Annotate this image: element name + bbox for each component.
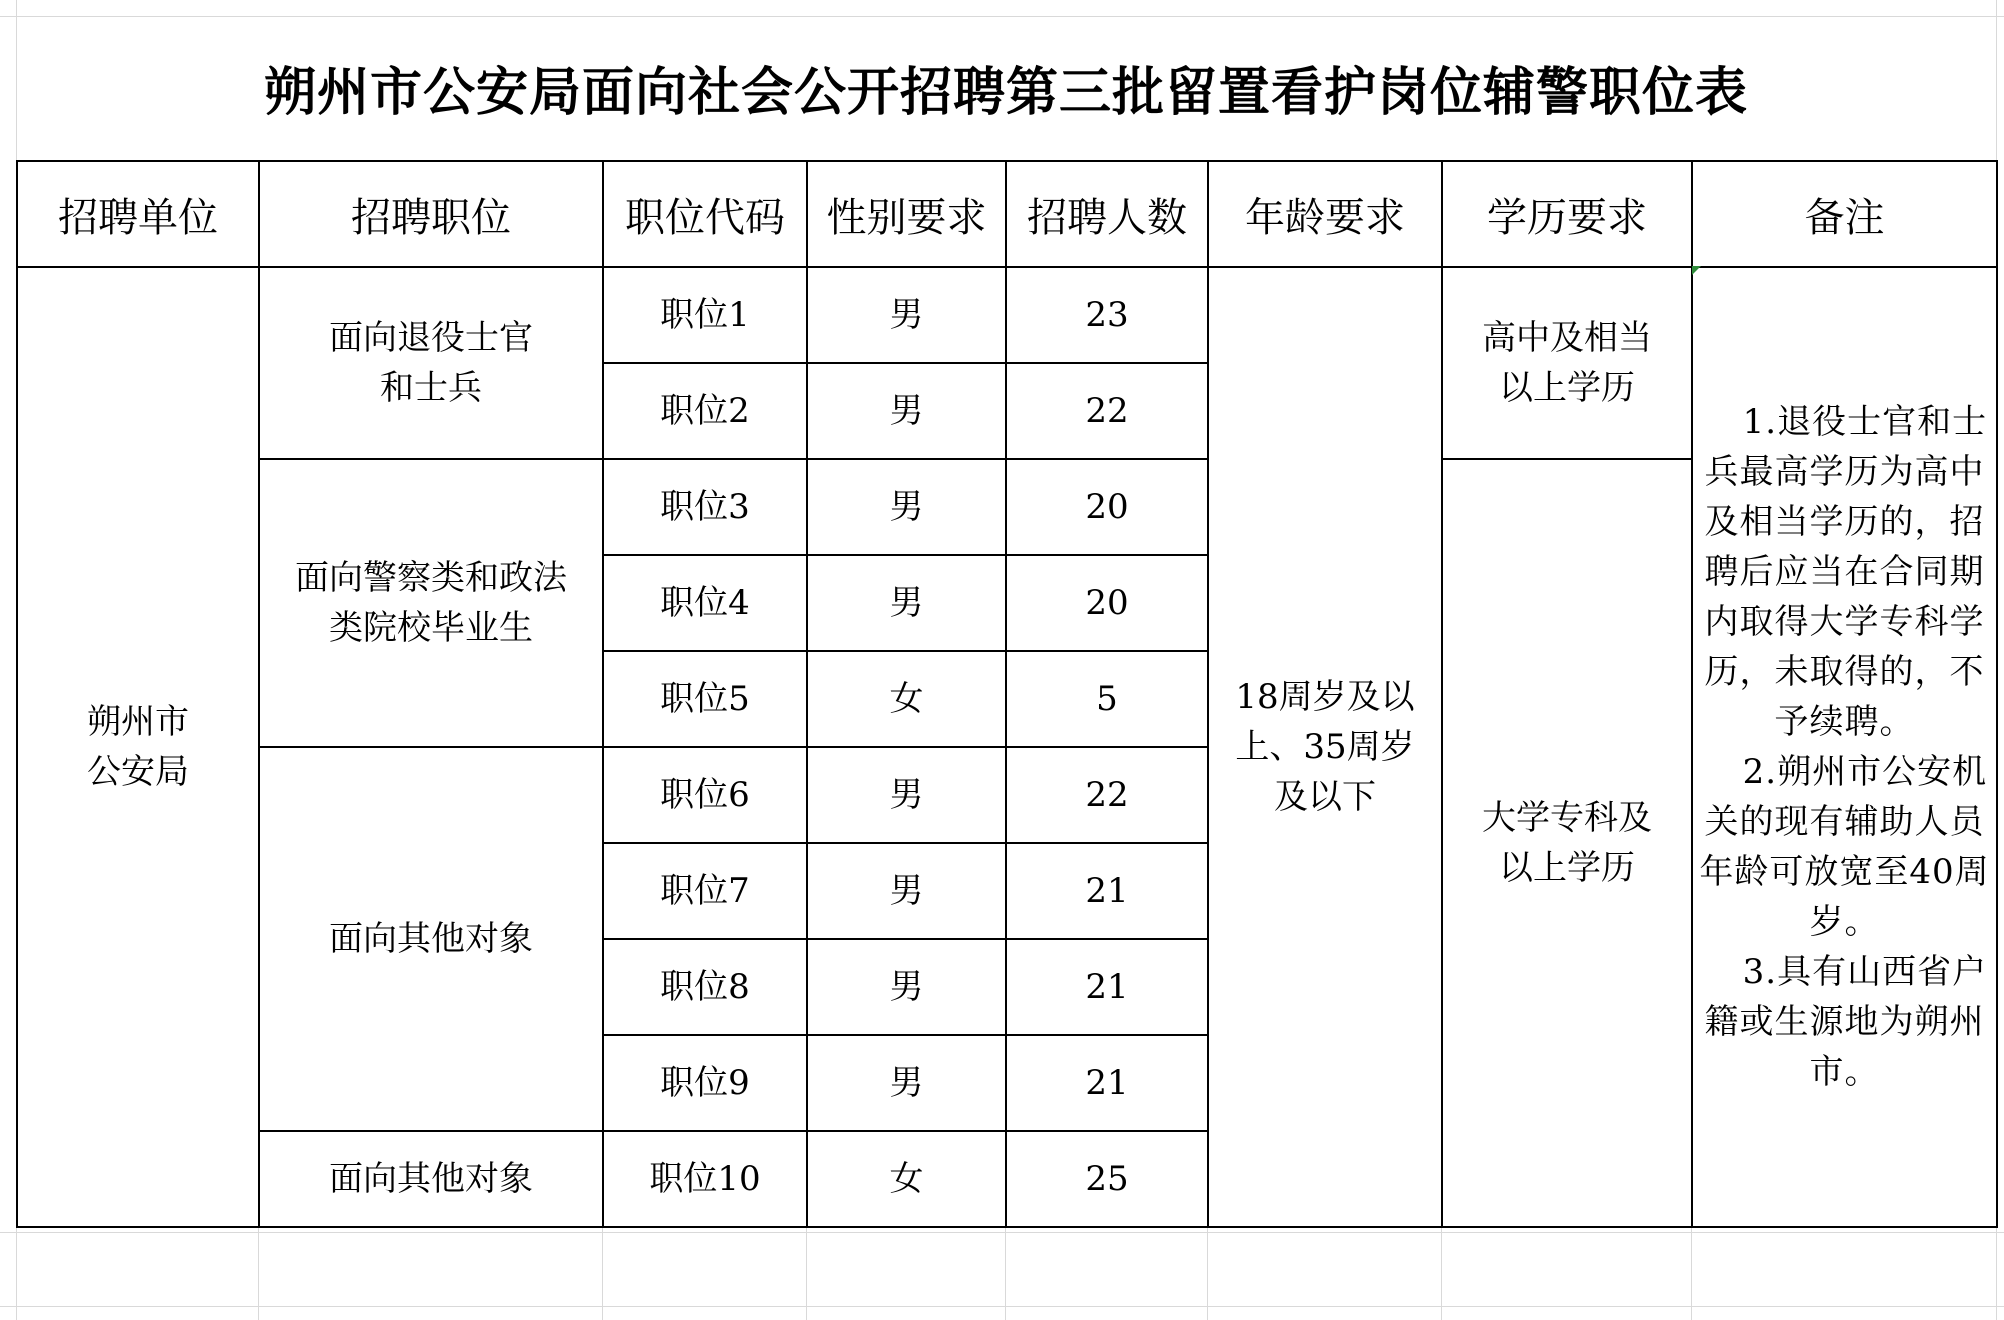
note-item: 3.具有山西省户籍或生源地为朔州市。 [1704, 952, 1988, 1092]
header-row [17, 161, 1997, 267]
notes-cell [1692, 267, 1997, 1227]
code-cell: 职位7 [603, 843, 807, 939]
grid-line [0, 1306, 2004, 1307]
code-cell: 职位9 [603, 1035, 807, 1131]
group-veterans: 面向退役士官 和士兵 [259, 267, 603, 459]
unit-cell: 朔州市 公安局 [17, 267, 259, 1227]
grid-line [258, 1226, 259, 1320]
code-cell: 职位8 [603, 939, 807, 1035]
cell-comment-indicator[interactable] [1692, 266, 1701, 275]
count-cell: 23 [1006, 267, 1208, 363]
gender-cell: 女 [807, 1131, 1006, 1227]
gender-cell: 男 [807, 843, 1006, 939]
count-cell: 22 [1006, 747, 1208, 843]
education-college: 大学专科及 以上学历 [1442, 459, 1692, 1227]
grid-line [1441, 1226, 1442, 1320]
grid-line [1691, 1226, 1692, 1320]
header-education: 学历要求 [1442, 161, 1692, 267]
header-notes: 备注 [1692, 161, 1997, 267]
code-cell: 职位1 [603, 267, 807, 363]
grid-line [1005, 1226, 1006, 1320]
gender-cell: 男 [807, 459, 1006, 555]
header-gender: 性别要求 [807, 161, 1006, 267]
count-cell: 20 [1006, 555, 1208, 651]
count-cell: 20 [1006, 459, 1208, 555]
code-cell: 职位5 [603, 651, 807, 747]
grid-line [0, 1232, 2004, 1233]
gender-cell: 男 [807, 1035, 1006, 1131]
header-unit: 招聘单位 [17, 161, 259, 267]
gender-cell: 男 [807, 555, 1006, 651]
count-cell: 25 [1006, 1131, 1208, 1227]
code-cell: 职位6 [603, 747, 807, 843]
education-high-school: 高中及相当 以上学历 [1442, 267, 1692, 459]
page-title: 朔州市公安局面向社会公开招聘第三批留置看护岗位辅警职位表 [263, 63, 1748, 123]
header-count: 招聘人数 [1006, 161, 1208, 267]
code-cell: 职位2 [603, 363, 807, 459]
gender-cell: 男 [807, 747, 1006, 843]
age-cell: 18周岁及以 上、35周岁 及以下 [1208, 267, 1442, 1227]
positions-table [16, 160, 1998, 1228]
group-others: 面向其他对象 [259, 747, 603, 1131]
note-item: 1.退役士官和士兵最高学历为高中及相当学历的，招聘后应当在合同期内取得大学专科学历，未取得的，不予续聘。 [1704, 402, 1988, 742]
code-cell: 职位3 [603, 459, 807, 555]
grid-line [806, 1226, 807, 1320]
table-row [17, 267, 1997, 363]
grid-line [602, 1226, 603, 1320]
count-cell: 21 [1006, 1035, 1208, 1131]
gender-cell: 女 [807, 651, 1006, 747]
count-cell: 5 [1006, 651, 1208, 747]
note-item: 2.朔州市公安机关的现有辅助人员年龄可放宽至40周岁。 [1699, 752, 1990, 942]
count-cell: 22 [1006, 363, 1208, 459]
group-police-grads: 面向警察类和政法 类院校毕业生 [259, 459, 603, 747]
header-position: 招聘职位 [259, 161, 603, 267]
count-cell: 21 [1006, 843, 1208, 939]
header-code: 职位代码 [603, 161, 807, 267]
grid-line [1207, 1226, 1208, 1320]
header-age: 年龄要求 [1208, 161, 1442, 267]
group-others: 面向其他对象 [259, 1131, 603, 1227]
code-cell: 职位10 [603, 1131, 807, 1227]
code-cell: 职位4 [603, 555, 807, 651]
count-cell: 21 [1006, 939, 1208, 1035]
gender-cell: 男 [807, 267, 1006, 363]
gender-cell: 男 [807, 939, 1006, 1035]
gender-cell: 男 [807, 363, 1006, 459]
